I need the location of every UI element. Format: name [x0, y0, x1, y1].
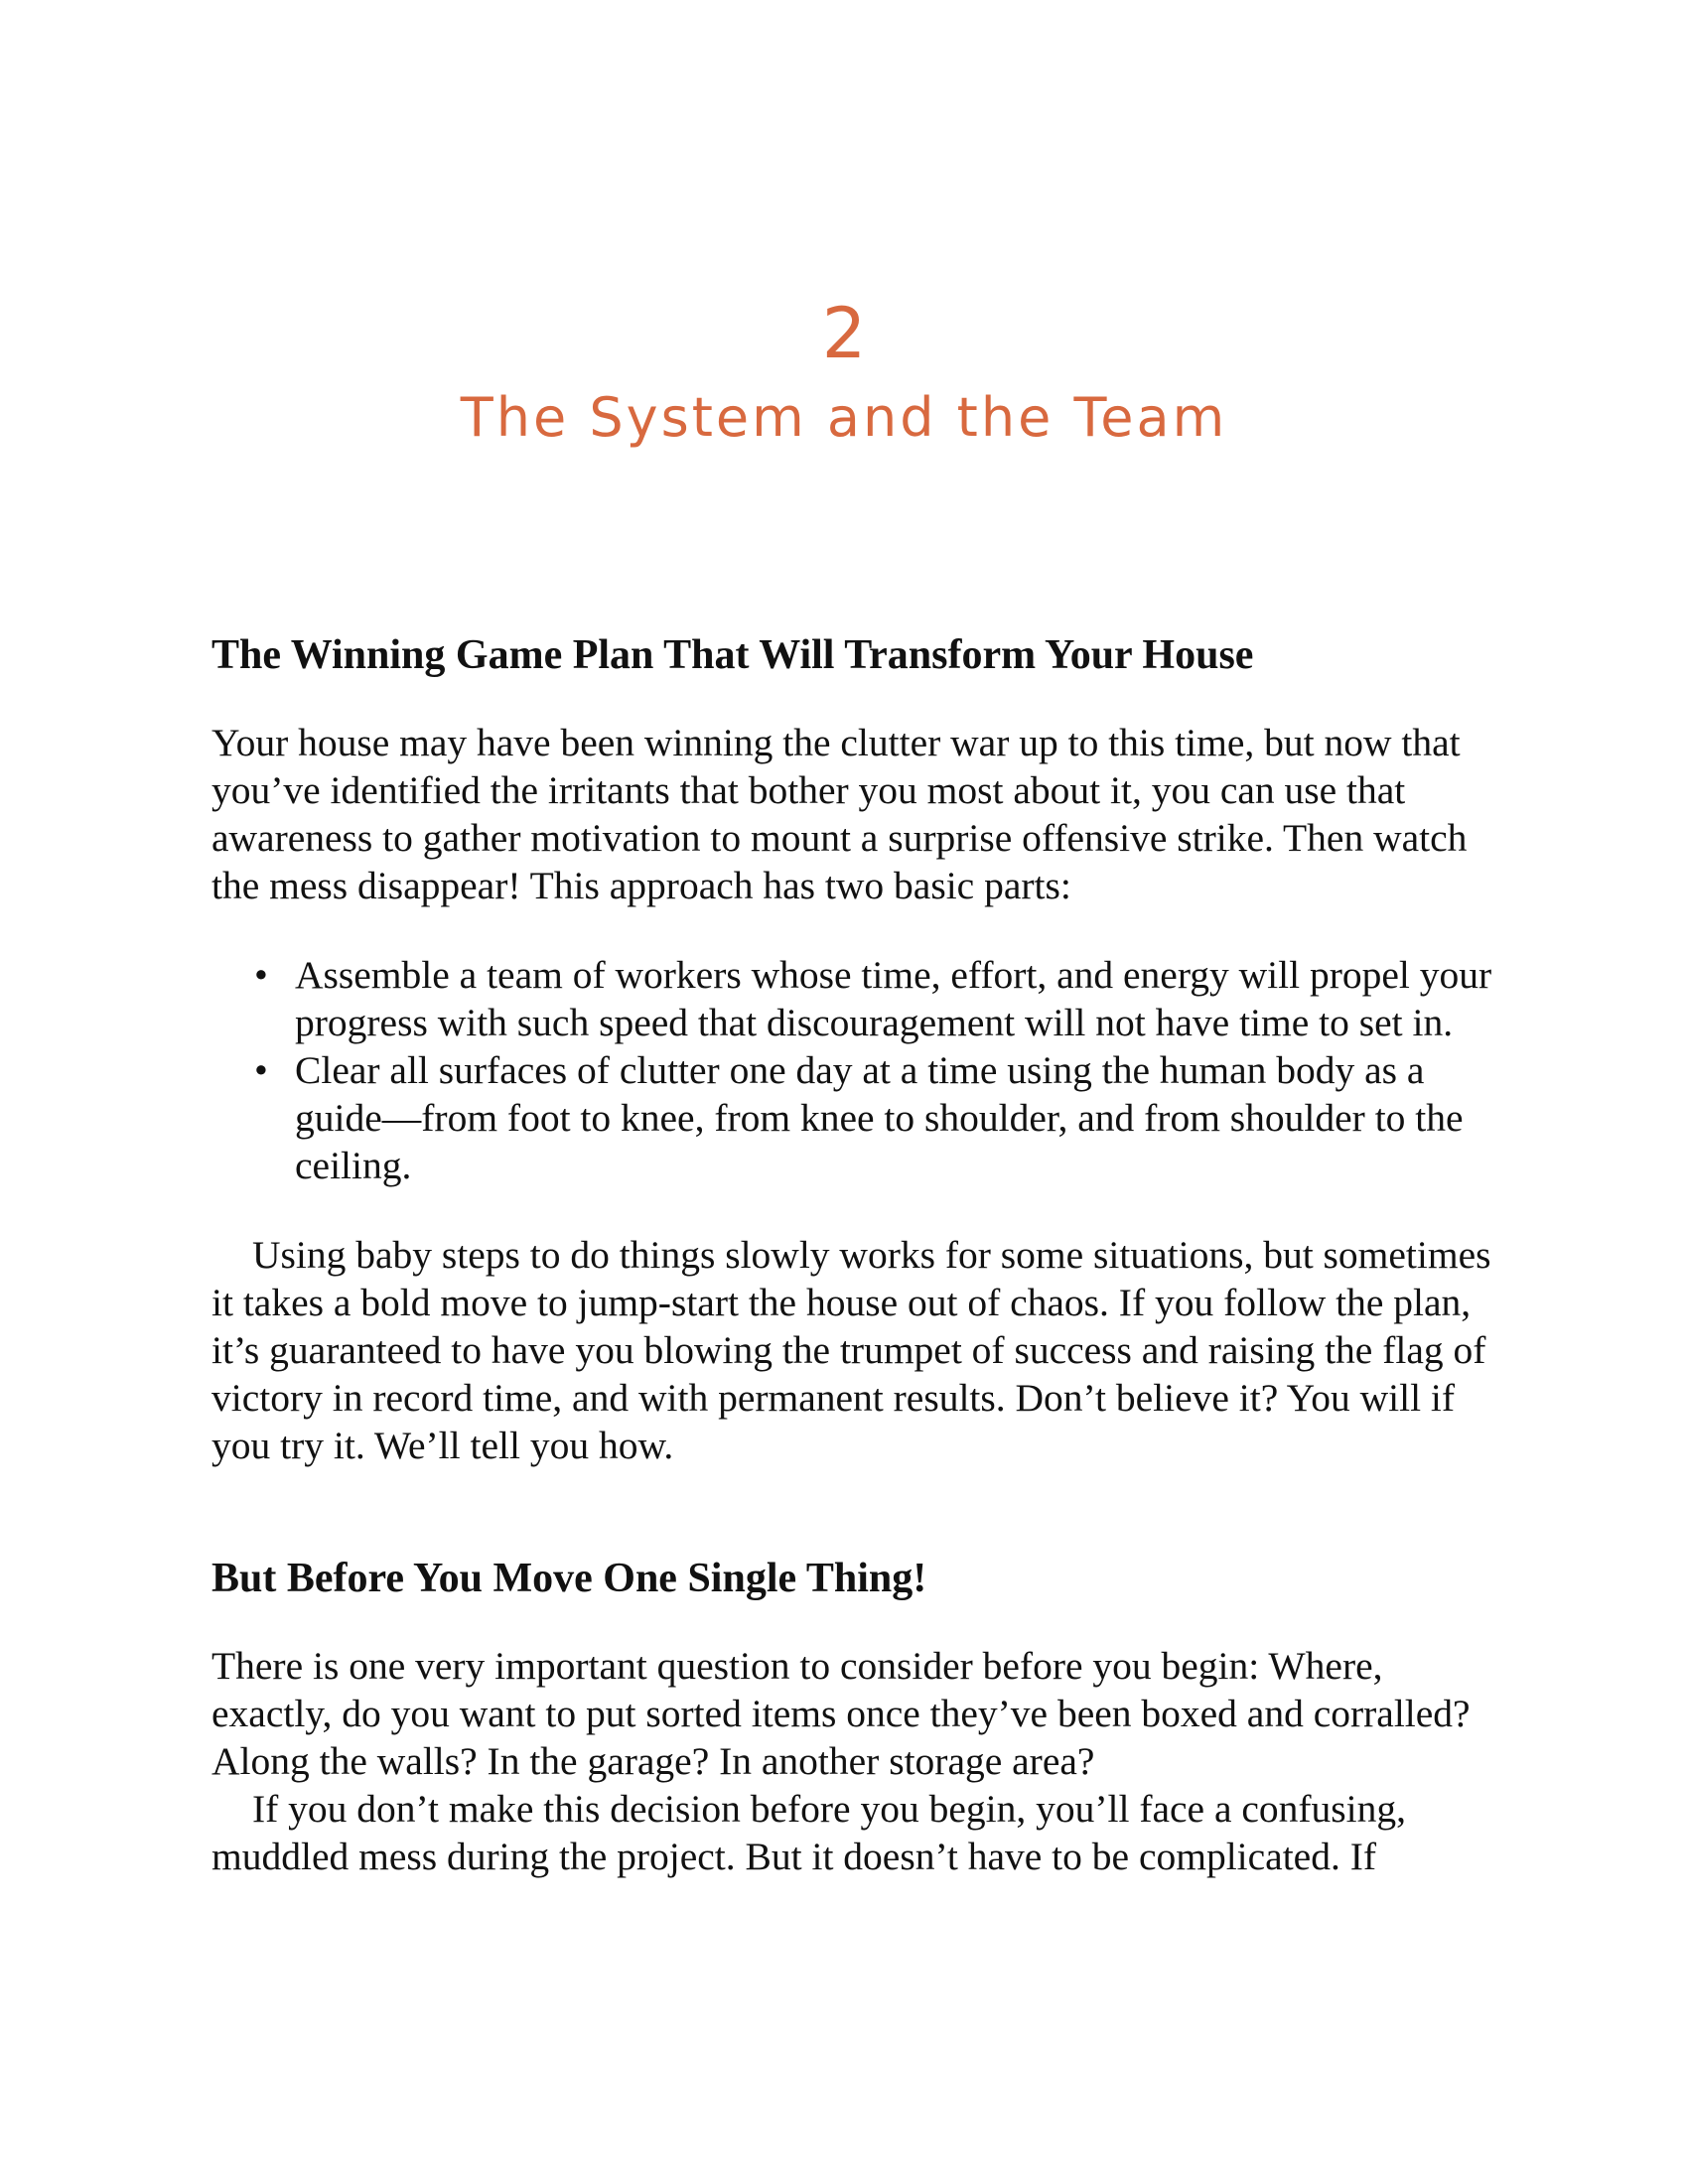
list-item-text: Assemble a team of workers whose time, effort, and energy will propel your progress with such speed that discouragement will not have time to set in. [295, 953, 1492, 1044]
list-item [211, 1046, 1492, 1189]
paragraph-intro: Your house may have been winning the clutter war up to this time, but now that you’ve identified the irritants that bother you most about it, you can use that awareness to gather motivation to mount a surprise offensive strike. Then watch the mess disappear! This approach has two basic parts: [211, 721, 1468, 907]
paragraph-closing: Using baby steps to do things slowly works for some situations, but sometimes it takes a bold move to jump-start the house out of chaos. If you follow the plan, it’s guaranteed to have you blowing the trumpet of success and raising the flag of victory in record time, and with permanent results. Don’t believe it? You will if you try it. We’ll tell you how. [211, 1233, 1491, 1467]
chapter-title: The System and the Team [460, 386, 1228, 449]
list-item [211, 951, 1492, 1046]
section-heading-game-plan: The Winning Game Plan That Will Transform Your House [211, 632, 1254, 678]
section-heading-before-you-move: But Before You Move One Single Thing! [211, 1556, 927, 1601]
paragraph-decision: If you don’t make this decision before you begin, you’ll face a confusing, muddled mess during the project. But it doesn’t have to be complicated. If [211, 1787, 1407, 1878]
bullet-icon: • [254, 953, 268, 997]
bullet-icon: • [254, 1048, 268, 1092]
chapter-number: 2 [821, 293, 867, 374]
page-body [211, 627, 1492, 1880]
paragraph-question: There is one very important question to consider before you begin: Where, exactly, do you want to put sorted items once they’ve been boxed and corralled? Along the walls? In the garage? In another storage area? [211, 1644, 1471, 1783]
list-item-text: Clear all surfaces of clutter one day at a time using the human body as a guide—from foot to knee, from knee to shoulder, and from shoulder to the ceiling. [295, 1048, 1464, 1187]
bullet-list [211, 951, 1492, 1189]
